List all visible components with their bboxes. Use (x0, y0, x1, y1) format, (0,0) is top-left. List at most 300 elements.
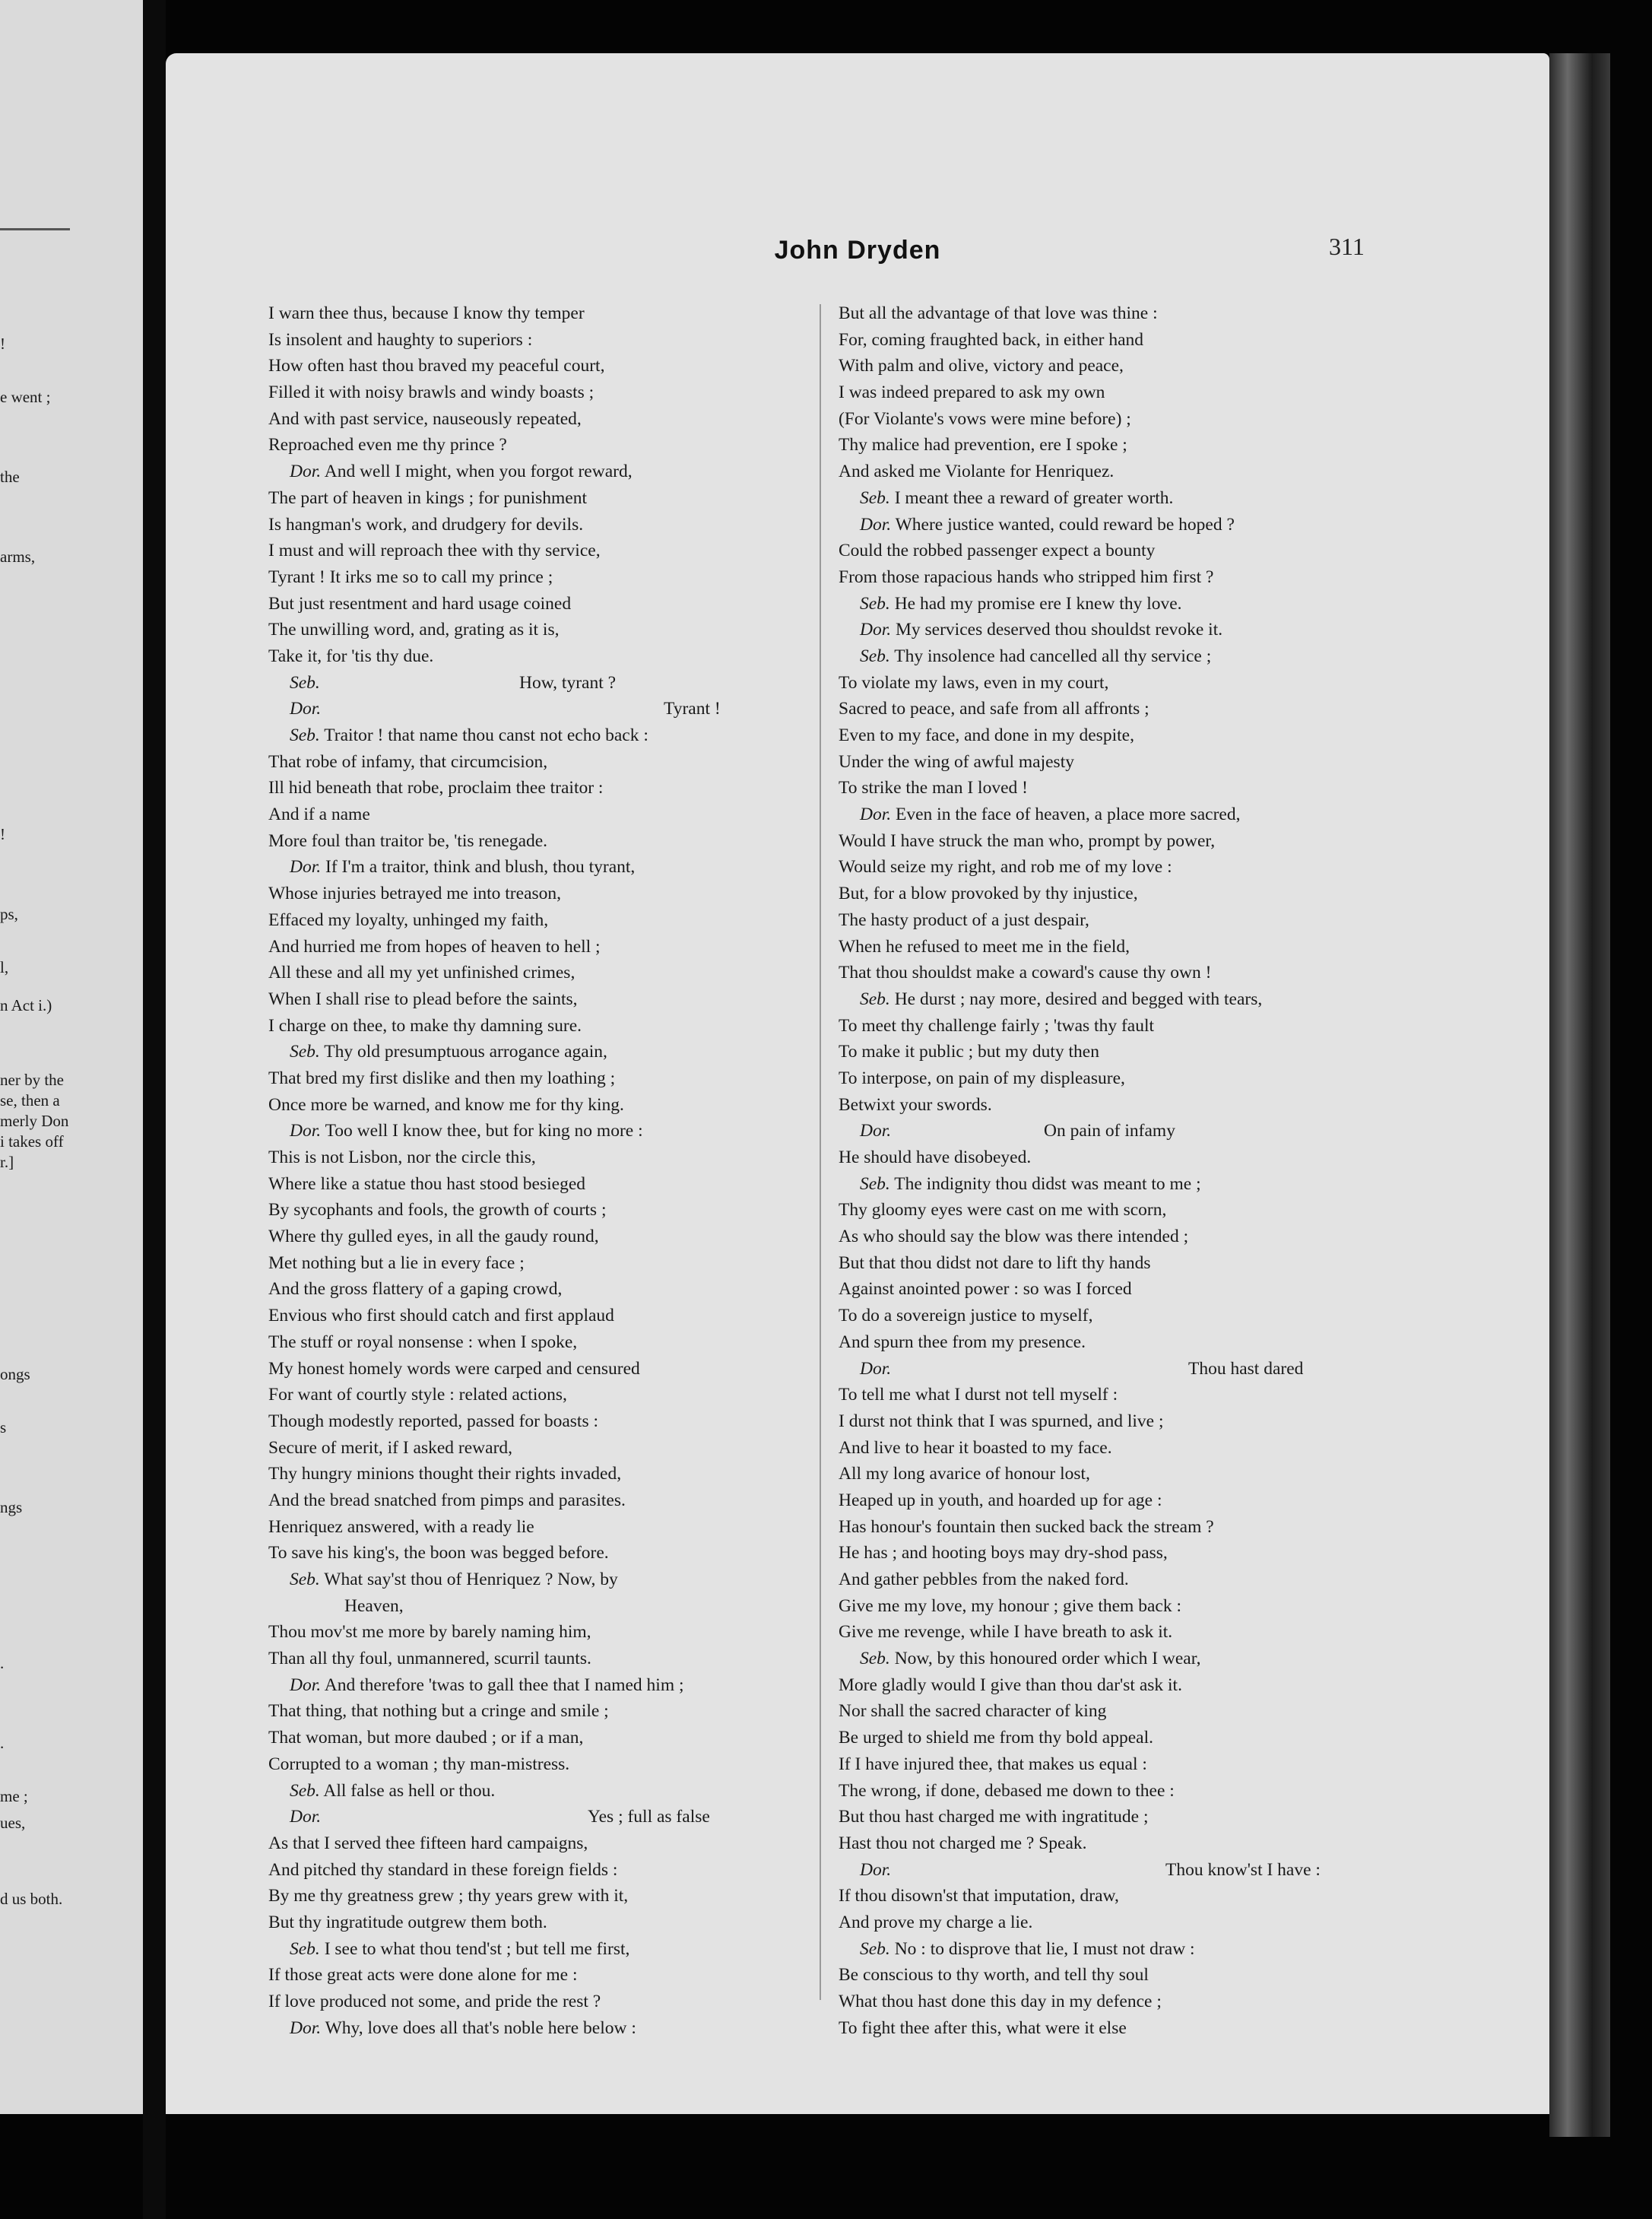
verse-line (839, 1567, 1546, 1593)
line-text: Even in the face of heaven, a place more sacred, (896, 805, 1241, 825)
verse-line (839, 802, 1546, 828)
verse-line (268, 1751, 816, 1778)
line-text: Whose injuries betrayed me into treason, (268, 884, 562, 904)
verse-line (268, 907, 816, 934)
speaker-tag: Dor. (290, 699, 322, 719)
line-text: I meant thee a reward of greater worth. (894, 487, 1174, 508)
verse-line (839, 907, 1546, 934)
verse-line (839, 749, 1546, 776)
page-number: 311 (1329, 233, 1365, 260)
line-text: And if a name (268, 805, 370, 825)
line-text: Is insolent and haughty to superiors : (268, 329, 533, 350)
verse-line (268, 670, 816, 697)
line-text: My services deserved thou shouldst revoke it. (896, 620, 1223, 640)
verse-line (839, 2015, 1546, 2042)
verse-line (839, 327, 1546, 354)
line-text: If those great acts were done alone for me : (268, 1965, 578, 1986)
line-text: To tell me what I durst not tell myself : (839, 1385, 1118, 1405)
line-text: Thy old presumptuous arrogance again, (324, 1042, 607, 1062)
verse-line (268, 1065, 816, 1092)
speaker-tag: Dor. (860, 805, 892, 825)
verse-line (268, 643, 816, 670)
speaker-tag: Dor. (290, 2017, 322, 2038)
line-text: Hast thou not charged me ? Speak. (839, 1833, 1087, 1853)
line-text: As that I served thee fifteen hard campaigns, (268, 1833, 588, 1853)
verse-line (839, 1303, 1546, 1329)
line-text: To interpose, on pain of my displeasure, (839, 1068, 1125, 1088)
speaker-tag: Dor. (860, 1358, 892, 1379)
line-text: Where thy gulled eyes, in all the gaudy round, (268, 1227, 599, 1247)
line-text: (For Violante's vows were mine before) ; (839, 408, 1131, 429)
speaker-tag: Seb. (290, 1570, 320, 1589)
verse-line (268, 1013, 816, 1040)
line-text: How often hast thou braved my peaceful court, (268, 356, 605, 376)
facing-page-text: d us both. (0, 1890, 63, 1908)
facing-page-text: ner by the (0, 1071, 64, 1089)
line-text: He should have disobeyed. (839, 1148, 1032, 1167)
line-text: All these and all my yet unfinished crimes, (268, 963, 576, 983)
verse-line (268, 591, 816, 617)
speaker-tag: Seb. (860, 1649, 890, 1669)
line-text: Betwixt your swords. (839, 1094, 992, 1115)
line-text: Even to my face, and done in my despite, (839, 725, 1134, 745)
verse-line (839, 643, 1546, 670)
line-text: He has ; and hooting boys may dry-shod pass, (839, 1543, 1168, 1563)
verse-line (268, 1039, 816, 1065)
line-text: My honest homely words were carped and censured (268, 1358, 640, 1379)
line-text: Envious who first should catch and first applaud (268, 1306, 614, 1326)
speaker-tag: Seb. (860, 1173, 890, 1194)
verse-line (839, 1065, 1546, 1092)
facing-page-text: ps, (0, 905, 18, 923)
line-text: Under the wing of awful majesty (839, 751, 1074, 772)
verse-line (839, 1725, 1546, 1751)
verse-line (839, 1751, 1546, 1778)
verse-line (839, 1540, 1546, 1567)
verse-line (839, 1672, 1546, 1699)
line-text: Thy malice had prevention, ere I spoke ; (839, 435, 1127, 456)
speaker-tag: Dor. (290, 857, 322, 878)
line-text: Thy insolence had cancelled all thy service ; (894, 646, 1212, 666)
facing-page-text: merly Don (0, 1112, 69, 1130)
line-text-continuation: Thou hast dared (1188, 1358, 1304, 1379)
verse-line (839, 1013, 1546, 1040)
verse-line (268, 881, 816, 907)
verse-line (268, 934, 816, 960)
line-text: Sacred to peace, and safe from all affronts ; (839, 699, 1149, 719)
line-text: The hasty product of a just despair, (839, 910, 1089, 930)
verse-line (268, 1118, 816, 1144)
verse-line (839, 1039, 1546, 1065)
line-text: The wrong, if done, debased me down to thee : (839, 1780, 1175, 1801)
line-text-continuation: Thou know'st I have : (1165, 1859, 1321, 1880)
line-text: I charge on thee, to make thy damning sure. (268, 1015, 582, 1036)
line-text: And spurn thee from my presence. (839, 1332, 1086, 1352)
verse-line (268, 1909, 816, 1936)
line-text: Take it, for 'tis thy due. (268, 646, 434, 666)
line-text: What thou hast done this day in my defence ; (839, 1992, 1162, 2011)
line-text: Ill hid beneath that robe, proclaim thee traitor : (268, 778, 604, 798)
line-text: When I shall rise to plead before the saints, (268, 989, 578, 1009)
verse-line (268, 379, 816, 406)
verse-line (839, 722, 1546, 749)
line-text-continuation: Tyrant ! (664, 699, 721, 719)
line-text: With palm and olive, victory and peace, (839, 356, 1124, 376)
verse-line (839, 1092, 1546, 1119)
speaker-tag: Seb. (860, 646, 890, 666)
facing-page-text: se, then a (0, 1091, 60, 1110)
verse-line (268, 1276, 816, 1303)
verse-line (268, 1936, 816, 1963)
line-text: Has honour's fountain then sucked back the stream ? (839, 1516, 1214, 1537)
line-text: This is not Lisbon, nor the circle this, (268, 1148, 536, 1167)
book-gutter (143, 0, 166, 2219)
line-text: All my long avarice of honour lost, (839, 1464, 1090, 1484)
line-text: To strike the man I loved ! (839, 778, 1028, 798)
verse-line (268, 1197, 816, 1224)
line-text: Where justice wanted, could reward be hoped ? (895, 514, 1235, 535)
verse-line (268, 1224, 816, 1250)
line-text: But that thou didst not dare to lift thy hands (839, 1252, 1151, 1273)
verse-line (839, 1356, 1546, 1383)
line-text: Thou mov'st me more by barely naming him, (268, 1622, 591, 1643)
verse-line (839, 1698, 1546, 1725)
line-text: For want of courtly style : related actions, (268, 1385, 567, 1405)
line-text: I see to what thou tend'st ; but tell me first, (324, 1938, 630, 1959)
verse-line (839, 1883, 1546, 1909)
verse-line (268, 1487, 816, 1514)
verse-line (839, 1276, 1546, 1303)
line-text: But thy ingratitude outgrew them both. (268, 1912, 547, 1932)
verse-line (839, 300, 1546, 327)
line-text: I must and will reproach thee with thy service, (268, 541, 601, 561)
line-text: If love produced not some, and pride the rest ? (268, 1992, 601, 2011)
verse-line (268, 1461, 816, 1487)
verse-line (268, 1435, 816, 1462)
verse-line (839, 459, 1546, 485)
verse-line (268, 1171, 816, 1198)
left-text-column (268, 300, 816, 2041)
verse-line (839, 1936, 1546, 1963)
line-text: Tyrant ! It irks me so to call my prince ; (268, 567, 553, 587)
verse-line (839, 1830, 1546, 1857)
line-text: Be urged to shield me from thy bold appeal. (839, 1728, 1153, 1748)
line-text: But all the advantage of that love was thine : (839, 303, 1158, 323)
line-text: Nor shall the sacred character of king (839, 1701, 1107, 1722)
facing-page-text: me ; (0, 1787, 28, 1805)
facing-page-text: s (0, 1418, 7, 1436)
verse-line (268, 1356, 816, 1383)
facing-page-text: arms, (0, 548, 36, 566)
verse-line (268, 300, 816, 327)
line-text: I warn thee thus, because I know thy temper (268, 303, 585, 323)
verse-line (839, 1171, 1546, 1198)
line-text: And well I might, when you forgot reward, (324, 462, 633, 482)
verse-line (839, 591, 1546, 617)
verse-line (839, 1435, 1546, 1462)
facing-page-text: ngs (0, 1498, 23, 1516)
verse-line (268, 986, 816, 1013)
line-text: Thy hungry minions thought their rights invaded, (268, 1464, 622, 1484)
verse-line (268, 406, 816, 433)
verse-line (839, 960, 1546, 986)
facing-page-text: l, (0, 958, 9, 976)
verse-line (839, 1962, 1546, 1989)
line-text: And prove my charge a lie. (839, 1912, 1033, 1932)
speaker-tag: Seb. (290, 1780, 320, 1801)
verse-line (268, 696, 816, 722)
line-text: Where like a statue thou hast stood besieged (268, 1173, 585, 1194)
verse-line (839, 1197, 1546, 1224)
line-text: To make it public ; but my duty then (839, 1042, 1099, 1062)
facing-page-text: n Act i.) (0, 996, 52, 1014)
verse-line (839, 1144, 1546, 1171)
right-text-column (839, 300, 1546, 2041)
verse-line (839, 1909, 1546, 1936)
speaker-tag: Dor. (290, 1675, 322, 1695)
verse-line (268, 459, 816, 485)
verse-line (268, 722, 816, 749)
verse-line (268, 512, 816, 538)
line-text: But, for a blow provoked by thy injustice, (839, 884, 1138, 904)
line-text-continuation: Yes ; full as false (588, 1807, 710, 1827)
facing-page-text: the (0, 468, 20, 486)
line-text: If I have injured thee, that makes us equal : (839, 1754, 1147, 1774)
verse-line (839, 512, 1546, 538)
line-text: Give me revenge, while I have breath to ask it. (839, 1622, 1173, 1643)
facing-page-text: ongs (0, 1365, 30, 1383)
verse-line (839, 617, 1546, 643)
verse-line (839, 1382, 1546, 1408)
verse-line (839, 1593, 1546, 1620)
line-text: But just resentment and hard usage coined (268, 593, 572, 614)
line-text: That thou shouldst make a coward's cause thy own ! (839, 963, 1212, 983)
line-text: What say'st thou of Henriquez ? Now, by (324, 1570, 618, 1589)
verse-line (268, 485, 816, 512)
verse-line (839, 1408, 1546, 1435)
line-text: Against anointed power : so was I forced (839, 1279, 1132, 1300)
line-text: Be conscious to thy worth, and tell thy soul (839, 1965, 1149, 1986)
line-text: Once more be warned, and know me for thy king. (268, 1094, 624, 1115)
speaker-tag: Seb. (860, 487, 890, 508)
verse-line (268, 1382, 816, 1408)
verse-line (839, 1619, 1546, 1646)
verse-line (268, 1778, 816, 1805)
facing-page-text: ! (0, 825, 5, 843)
line-text: And the bread snatched from pimps and parasites. (268, 1490, 626, 1510)
verse-line (839, 1514, 1546, 1541)
verse-line (839, 1224, 1546, 1250)
line-text: And the gross flattery of a gaping crowd, (268, 1279, 563, 1300)
verse-line (268, 1408, 816, 1435)
verse-line (839, 881, 1546, 907)
facing-page-fragment (0, 0, 143, 2114)
verse-line (839, 538, 1546, 564)
verse-line (839, 775, 1546, 802)
verse-line (268, 1804, 816, 1830)
verse-line (268, 960, 816, 986)
verse-line (839, 353, 1546, 379)
line-text-continuation: On pain of infamy (1044, 1121, 1175, 1141)
verse-line (839, 564, 1546, 591)
line-text: For, coming fraughted back, in either hand (839, 329, 1144, 350)
verse-line (268, 1593, 816, 1620)
line-text: More gladly would I give than thou dar'st ask it. (839, 1675, 1182, 1695)
line-text: From those rapacious hands who stripped him first ? (839, 567, 1214, 587)
verse-line (839, 1646, 1546, 1672)
line-text: Would I have struck the man who, prompt by power, (839, 830, 1216, 851)
verse-line (268, 828, 816, 855)
verse-line (268, 2015, 816, 2042)
line-text: When he refused to meet me in the field, (839, 936, 1130, 957)
verse-line (268, 1514, 816, 1541)
line-text: Than all thy foul, unmannered, scurril taunts. (268, 1649, 591, 1669)
line-text: All false as hell or thou. (323, 1780, 496, 1801)
line-text: That woman, but more daubed ; or if a man, (268, 1728, 584, 1748)
facing-page-text: ! (0, 335, 5, 353)
verse-line (268, 1092, 816, 1119)
verse-line (839, 1329, 1546, 1356)
line-text: Effaced my loyalty, unhinged my faith, (268, 910, 549, 930)
facing-page-text: e went ; (0, 388, 51, 406)
line-text: As who should say the blow was there intended ; (839, 1227, 1189, 1247)
running-header-title: John Dryden (774, 236, 941, 265)
facing-page-text: i takes off (0, 1132, 64, 1151)
line-text: The stuff or royal nonsense : when I spoke, (268, 1332, 578, 1352)
verse-line (268, 1989, 816, 2015)
verse-line (268, 432, 816, 459)
verse-line (839, 1461, 1546, 1487)
facing-page-text: ues, (0, 1814, 26, 1832)
verse-line (839, 1118, 1546, 1144)
speaker-tag: Dor. (860, 1859, 892, 1880)
line-text: The unwilling word, and, grating as it is, (268, 620, 560, 640)
verse-line (268, 1619, 816, 1646)
line-text: Filled it with noisy brawls and windy boasts ; (268, 383, 595, 403)
line-text: That bred my first dislike and then my loathing ; (268, 1068, 616, 1088)
verse-line (839, 934, 1546, 960)
verse-line (268, 1830, 816, 1857)
column-divider (820, 304, 821, 2000)
line-text: He had my promise ere I knew thy love. (894, 593, 1182, 614)
line-text: To fight thee after this, what were it else (839, 2017, 1127, 2038)
line-text: Though modestly reported, passed for boasts : (268, 1411, 599, 1431)
line-text: Heaven, (344, 1595, 404, 1616)
verse-line (268, 1725, 816, 1751)
line-text: To do a sovereign justice to myself, (839, 1306, 1093, 1326)
line-text: Give me my love, my honour ; give them back : (839, 1595, 1181, 1616)
line-text: He durst ; nay more, desired and begged with tears, (894, 989, 1263, 1009)
line-text: To violate my laws, even in my court, (839, 672, 1109, 693)
verse-line (268, 1646, 816, 1672)
speaker-tag: Seb. (290, 672, 320, 693)
line-text: Is hangman's work, and drudgery for devils. (268, 514, 584, 535)
line-text: Thy gloomy eyes were cast on me with scorn, (839, 1200, 1167, 1221)
verse-line (268, 1329, 816, 1356)
speaker-tag: Seb. (290, 1938, 320, 1959)
verse-line (268, 1540, 816, 1567)
verse-line (268, 1303, 816, 1329)
book-page (166, 53, 1549, 2114)
verse-line (268, 749, 816, 776)
verse-line (839, 696, 1546, 722)
page-edge (1549, 53, 1610, 2137)
speaker-tag: Seb. (290, 1042, 320, 1062)
line-text: To meet thy challenge fairly ; 'twas thy fault (839, 1015, 1155, 1036)
verse-line (268, 1567, 816, 1593)
verse-line (268, 1883, 816, 1909)
verse-line (268, 854, 816, 881)
line-text: Corrupted to a woman ; thy man-mistress. (268, 1754, 570, 1774)
verse-line (839, 1250, 1546, 1277)
verse-line (839, 670, 1546, 697)
verse-line (268, 617, 816, 643)
line-text: I durst not think that I was spurned, and live ; (839, 1411, 1164, 1431)
line-text: And hurried me from hopes of heaven to hell ; (268, 936, 601, 957)
line-text: But thou hast charged me with ingratitude ; (839, 1807, 1149, 1827)
verse-line (268, 1250, 816, 1277)
speaker-tag: Seb. (290, 725, 320, 745)
verse-line (839, 379, 1546, 406)
verse-line (268, 1144, 816, 1171)
line-text: And with past service, nauseously repeated, (268, 408, 582, 429)
facing-page-text: . (0, 1654, 5, 1672)
line-text-continuation: How, tyrant ? (519, 672, 617, 693)
line-text: That thing, that nothing but a cringe and smile ; (268, 1701, 609, 1722)
speaker-tag: Dor. (860, 514, 892, 535)
line-text: That robe of infamy, that circumcision, (268, 751, 548, 772)
line-text: And pitched thy standard in these foreign fields : (268, 1859, 618, 1880)
verse-line (268, 353, 816, 379)
verse-line (839, 1989, 1546, 2015)
verse-line (268, 1698, 816, 1725)
line-text: To save his king's, the boon was begged before. (268, 1543, 609, 1563)
verse-line (839, 1804, 1546, 1830)
line-text: Why, love does all that's noble here below : (325, 2017, 636, 2038)
verse-line (839, 406, 1546, 433)
speaker-tag: Seb. (860, 593, 890, 614)
speaker-tag: Dor. (860, 620, 892, 640)
line-text: And therefore 'twas to gall thee that I named him ; (324, 1675, 684, 1695)
verse-line (268, 802, 816, 828)
speaker-tag: Seb. (860, 989, 890, 1009)
speaker-tag: Dor. (290, 1807, 322, 1827)
line-text: Henriquez answered, with a ready lie (268, 1516, 534, 1537)
verse-line (839, 1778, 1546, 1805)
verse-line (268, 538, 816, 564)
facing-page-text: r.] (0, 1153, 14, 1171)
verse-line (839, 854, 1546, 881)
line-text: I was indeed prepared to ask my own (839, 383, 1105, 403)
verse-line (268, 1857, 816, 1884)
speaker-tag: Dor. (290, 462, 322, 482)
line-text: More foul than traitor be, 'tis renegade. (268, 830, 548, 851)
line-text: Reproached even me thy prince ? (268, 435, 507, 456)
line-text: Too well I know thee, but for king no more : (325, 1121, 643, 1141)
verse-line (268, 1962, 816, 1989)
line-text: If I'm a traitor, think and blush, thou tyrant, (325, 857, 636, 878)
line-text: And gather pebbles from the naked ford. (839, 1570, 1129, 1589)
line-text: Could the robbed passenger expect a bounty (839, 541, 1156, 561)
line-text: Traitor ! that name thou canst not echo back : (324, 725, 648, 745)
verse-line (839, 828, 1546, 855)
line-text: And live to hear it boasted to my face. (839, 1437, 1112, 1458)
verse-line (839, 1487, 1546, 1514)
line-text: If thou disown'st that imputation, draw, (839, 1886, 1119, 1906)
speaker-tag: Dor. (860, 1121, 892, 1141)
line-text: Met nothing but a lie in every face ; (268, 1252, 525, 1273)
verse-line (839, 485, 1546, 512)
